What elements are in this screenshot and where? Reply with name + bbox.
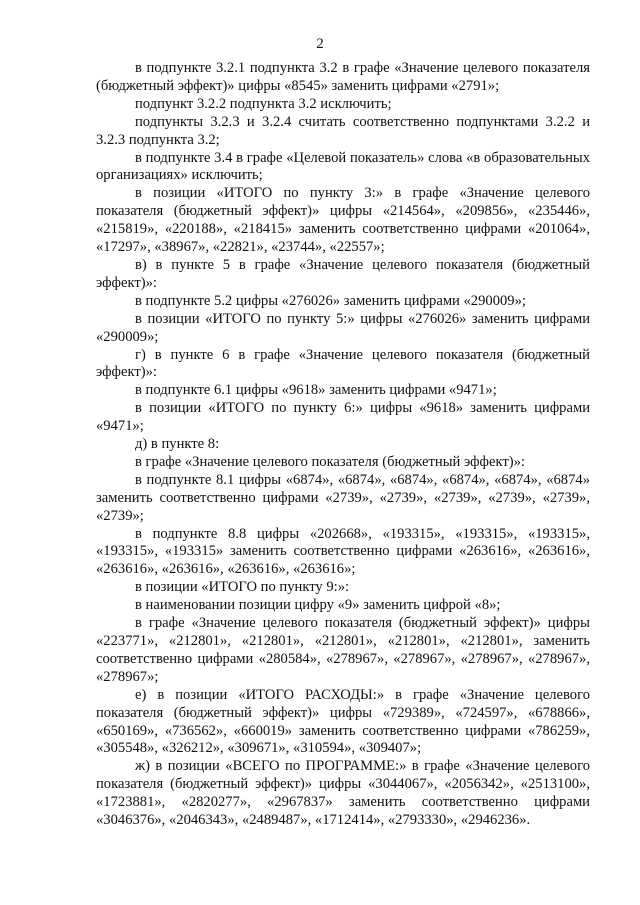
paragraph: ж) в позиции «ВСЕГО по ПРОГРАММЕ:» в графе «Значение целевого показателя (бюджетный эффект)» цифры «3044067», «2056342», «2513100», «1723881», «2820277», «2967837» заменить соответственно цифрами «3046376», «2046343», «2489487», «1712414», «2793330», «2946236». <box>96 758 590 829</box>
paragraph: г) в пункте 6 в графе «Значение целевого показателя (бюджетный эффект)»: <box>96 346 590 381</box>
paragraph: в графе «Значение целевого показателя (бюджетный эффект)»: <box>135 453 525 470</box>
paragraph: в подпункте 3.2.1 подпункта 3.2 в графе «Значение целевого показателя (бюджетный эффект)» цифры «8545» заменить цифрами «2791»; <box>96 60 590 94</box>
paragraph: подпункт 3.2.2 подпункта 3.2 исключить; <box>135 95 392 112</box>
paragraph: в позиции «ИТОГО по пункту 9:»: <box>135 579 350 596</box>
paragraph: в подпункте 3.4 в графе «Целевой показатель» слова «в образовательных организациях» исключить; <box>96 149 590 184</box>
paragraph: в наименовании позиции цифру «9» заменить цифрой «8»; <box>135 597 501 614</box>
paragraph: в подпункте 8.8 цифры «202668», «193315», «193315», «193315», «193315», «193315» заменить соответственно цифрами «263616», «263616», «263616», «263616», «263616», «263616»; <box>96 525 590 578</box>
paragraph: в позиции «ИТОГО по пункту 6:» цифры «9618» заменить цифрами «9471»; <box>96 400 590 435</box>
page-number: 2 <box>316 36 324 52</box>
paragraph: д) в пункте 8: <box>135 436 220 453</box>
paragraph: в позиции «ИТОГО по пункту 5:» цифры «276026» заменить цифрами «290009»; <box>96 310 590 345</box>
paragraph: в подпункте 6.1 цифры «9618» заменить цифрами «9471»; <box>135 382 497 399</box>
paragraph: е) в позиции «ИТОГО РАСХОДЫ:» в графе «Значение целевого показателя (бюджетный эффект)» цифры «729389», «724597», «678866», «650169», «736562», «660019» заменить соответственно цифрами «786259», «305548», «326212», «309671», «310594», «309407»; <box>96 686 590 757</box>
paragraph: в графе «Значение целевого показателя (бюджетный эффект)» цифры «223771», «212801», «212801», «212801», «212801», «212801», заменить соответственно цифрами «280584», «278967», «278967», «278967», «278967», «278967»; <box>96 615 590 685</box>
paragraph: в подпункте 8.1 цифры «6874», «6874», «6874», «6874», «6874», «6874» заменить соответственно цифрами «2739», «2739», «2739», «2739», «2739», «2739»; <box>96 471 590 524</box>
paragraph: в подпункте 5.2 цифры «276026» заменить цифрами «290009»; <box>135 292 526 309</box>
paragraph: в) в пункте 5 в графе «Значение целевого показателя (бюджетный эффект)»: <box>96 256 590 291</box>
document-body <box>96 60 590 830</box>
paragraph: подпункты 3.2.3 и 3.2.4 считать соответственно подпунктами 3.2.2 и 3.2.3 подпункта 3.2; <box>96 113 590 148</box>
paragraph: в позиции «ИТОГО по пункту 3:» в графе «Значение целевого показателя (бюджетный эффект)» цифры «214564», «209856», «235446», «215819», «220188», «218415» заменить соответственно цифрами «201064», «17297», «38967», «22821», «23744», «22557»; <box>96 185 590 256</box>
